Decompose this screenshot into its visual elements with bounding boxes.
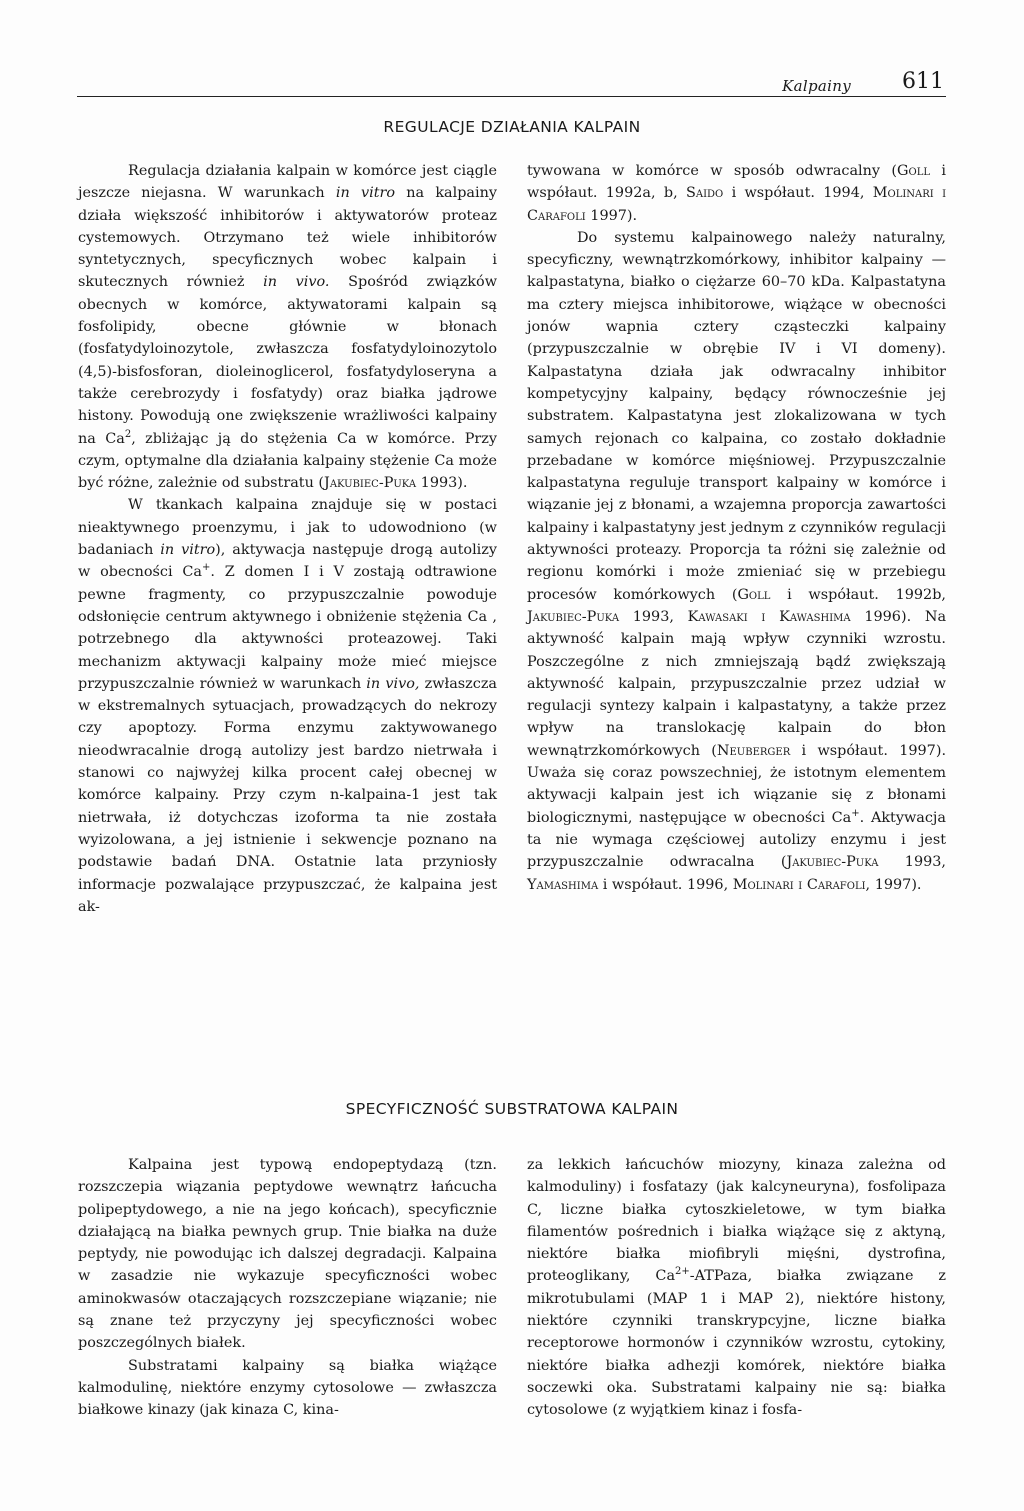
paragraph: W tkankach kalpaina znajduje się w postaci nieaktywnego proenzymu, i jak to udowodniono (w badaniach in vitro), aktywacja następuje drogą autolizy w obecności Ca+. Z domen I i V zostają odtrawione pewne fragmenty, co przypuszczalnie powoduje odsłonięcie centrum aktywnego i obniżenie stężenia Ca , potrzebnego dla aktywności proteazowej. Taki mechanizm aktywacji kalpainy może mieć miejsce przypuszczalnie również w warunkach in vivo, zwłaszcza w ekstremalnych sytuacjach, prowadzących do nekrozy czy apoptozy. Forma enzymu zaktywowanego nieodwracalnie drogą autolizy jest bardzo nietrwała i stanowi co najwyżej kilka procent całej obecnej w komórce kalpainy. Przy czym n-kalpaina-1 jest tak nietrwała, iż dotychczas izoforma ta nie została wyizolowana, a jej istnienie i sekwencje poznano na podstawie badań DNA. Ostatnie lata przyniosły informacje pozwalające przypuszczać, że kalpaina jest ak- [78, 497, 497, 915]
paragraph: za lekkich łańcuchów miozyny, kinaza zależna od kalmoduliny) i fosfatazy (jak kalcyneuryna), fosfolipaza C, liczne białka cytoszkieletowe, w tym białka filamentów pośrednich i białka wiążące się z aktyną, niektóre białka miofibryli mięśni, dystrofina, proteoglikany, $Ca^{2+}$-ATPaza, białka związane z mikrotubulami (MAP 1 i MAP 2), niektóre histony, niektóre czynniki transkrypcyjne, liczne białka receptorowe hormonów i czynników wzrostu, cytokiny, niektóre białka adhezji komórek, niektóre białka soczewki oka. Substratami kalpainy nie są: białka cytosolowe (z wyjątkiem kinaz i fosfa- [527, 1157, 946, 1419]
section-title-regulation: REGULACJE DZIAŁANIA KALPAIN [383, 118, 641, 136]
paragraph: Regulacja działania kalpain w komórce jest ciągle jeszcze niejasna. W warunkach in vitro na kalpainy działa większość inhibitorów i aktywatorów proteaz cystemowych. Otrzymano też wiele inhibitorów syntetycznych, specyficznych wobec kalpain i skutecznych również in vivo. Spośród związków obecnych w komórce, aktywatorami kalpain są fosfolipidy, obecne głównie w błonach (fosfatydyloinozytole, zwłaszcza fosfatydyloinozytolo (4,5)-bisfosforan, dioleinoglicerol, fosfatydyloseryna a także cerebrozydy i fosfatydy) oraz białka jądrowe histony. Powodują one zwiększenie wrażliwości kalpainy na Ca$^2$, zbliżając ją do stężenia Ca w komórce. Przy czym, optymalne dla działania kalpainy stężenie Ca może być różne, zależnie od substratu (Jakubiec-Puka 1993). [78, 163, 498, 492]
section1-right-column [527, 160, 946, 896]
section-title-substrate-specificity: SPECYFICZNOŚĆ SUBSTRATOWA KALPAIN [345, 1100, 679, 1118]
page-header [77, 68, 946, 97]
section1-left-column [78, 160, 497, 918]
page-number: 611 [902, 69, 944, 94]
running-title: Kalpainy [782, 77, 851, 95]
paragraph: Kalpaina jest typową endopeptydazą (tzn. rozszczepia wiązania peptydowe wewnątrz łańcucha polipeptydowego, a nie na jego końcach), specyficznie działającą na białka pewnych grup. Tnie białka na duże peptydy, nie powodując ich dalszej degradacji. Kalpaina w zasadzie nie wykazuje specyficzności wobec aminokwasów otaczających rozszczepiane wiązanie; nie są znane też przyczyny jej specyficzności wobec poszczególnych białek. [78, 1157, 497, 1352]
section2-right-column [527, 1154, 946, 1422]
paragraph: tywowana w komórce w sposób odwracalny (Goll i współaut. 1992a, b, Saido i współaut. 1994, Molinari i Carafoli 1997). [527, 163, 947, 224]
paragraph: Substratami kalpainy są białka wiążące kalmodulinę, niektóre enzymy cytosolowe — zwłaszcza białkowe kinazy (jak kinaza C, kina- [78, 1357, 497, 1419]
paragraph: Do systemu kalpainowego należy naturalny, specyficzny, wewnątrzkomórkowy, inhibitor kalpainy — kalpastatyna, białko o ciężarze 60–70 kDa. Kalpastatyna ma cztery miejsca inhibitorowe, wiążące w obecności jonów wapnia cztery cząsteczki kalpainy (przypuszczalnie w obrębie IV i VI domeny). Kalpastatyna działa jak odwracalny inhibitor kompetycyjny kalpainy, będący równocześnie jej substratem. Kalpastatyna jest zlokalizowana w tych samych rejonach co kalpaina, co zostało dokładnie przebadane w komórce mięśniowej. Przypuszczalnie kalpastatyna reguluje transport kalpainy w komórce i wiązanie jej z błonami, a wzajemna proporcja zawartości kalpainy i kalpastatyny jest jednym z czynników regulacji aktywności proteazy. Proporcja ta różni się zależnie od regionu komórki i może zmieniać się w przebiegu procesów komórkowych (Goll i współaut. 1992b, Jakubiec-Puka 1993, Kawasaki i Kawashima 1996). Na aktywność kalpain mają wpływ czynniki wzrostu. Poszczególne z nich zmniejszają bądź zwiększają aktywność kalpain, przypuszczalnie przez udział w regulacji syntezy kalpain i kalpastatyny, a także przez wpływ na translokację kalpain do błon wewnątrzkomórkowych (Neuberger i współaut. 1997). Uważa się coraz powszechniej, że istotnym elementem aktywacji kalpain jest ich wiązanie się z błonami biologicznymi, następujące w obecności Ca+. Aktywacja ta nie wymaga częściowej autolizy enzymu i jest przypuszczalnie odwracalna (Jakubiec-Puka 1993, Yamashima i współaut. 1996, Molinari i Carafoli, 1997). [527, 229, 947, 893]
section2-left-column [78, 1154, 497, 1422]
